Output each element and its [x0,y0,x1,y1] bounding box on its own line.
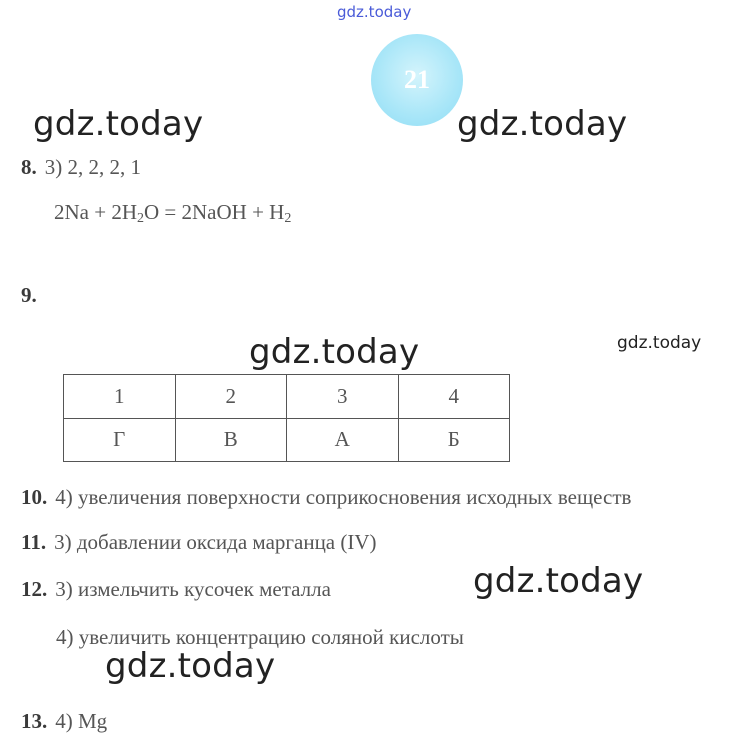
table-row [64,375,510,419]
watermark-q12: gdz.today [473,561,644,601]
watermark-top: gdz.today [337,3,412,21]
page-number-badge [371,34,463,126]
table-header-cell: 3 [287,375,399,419]
question-number: 9. [21,283,37,307]
answer-table [63,374,510,462]
question-12 [21,577,331,602]
question-12-answer-2 [56,625,464,650]
answer-text: 4) увеличения поверхности соприкосновения исходных веществ [55,485,632,509]
question-10 [21,485,631,510]
question-9 [21,283,45,308]
answer-text: 3) добавлении оксида марганца (IV) [54,530,377,554]
table-row [64,418,510,462]
watermark-center: gdz.today [249,332,420,372]
question-8 [21,155,141,180]
watermark-right: gdz.today [457,104,628,144]
table-cell: Б [398,418,510,462]
table-header-cell: 2 [175,375,287,419]
answer-text: 3) 2, 2, 2, 1 [44,155,141,179]
question-number: 13. [21,709,48,733]
watermark-left: gdz.today [33,104,204,144]
page-number: 21 [404,65,430,94]
question-13 [21,709,107,734]
watermark-bottom: gdz.today [105,646,276,686]
answer-text: 3) измельчить кусочек металла [55,577,331,601]
table-header-cell: 1 [64,375,176,419]
equation-8: $2Na + 2H_2O$ = 2NaOH + $H_2$ [54,200,292,226]
question-11 [21,530,377,555]
question-number: 8. [21,155,37,179]
answer-text: 4) увеличить концентрацию соляной кислоты [56,625,464,649]
table-header-cell: 4 [398,375,510,419]
question-number: 12. [21,577,48,601]
table-cell: Г [64,418,176,462]
question-number: 11. [21,530,47,554]
answer-text: 4) Mg [55,709,108,733]
question-number: 10. [21,485,48,509]
watermark-small: gdz.today [617,333,702,353]
table-cell: А [287,418,399,462]
table-cell: В [175,418,287,462]
